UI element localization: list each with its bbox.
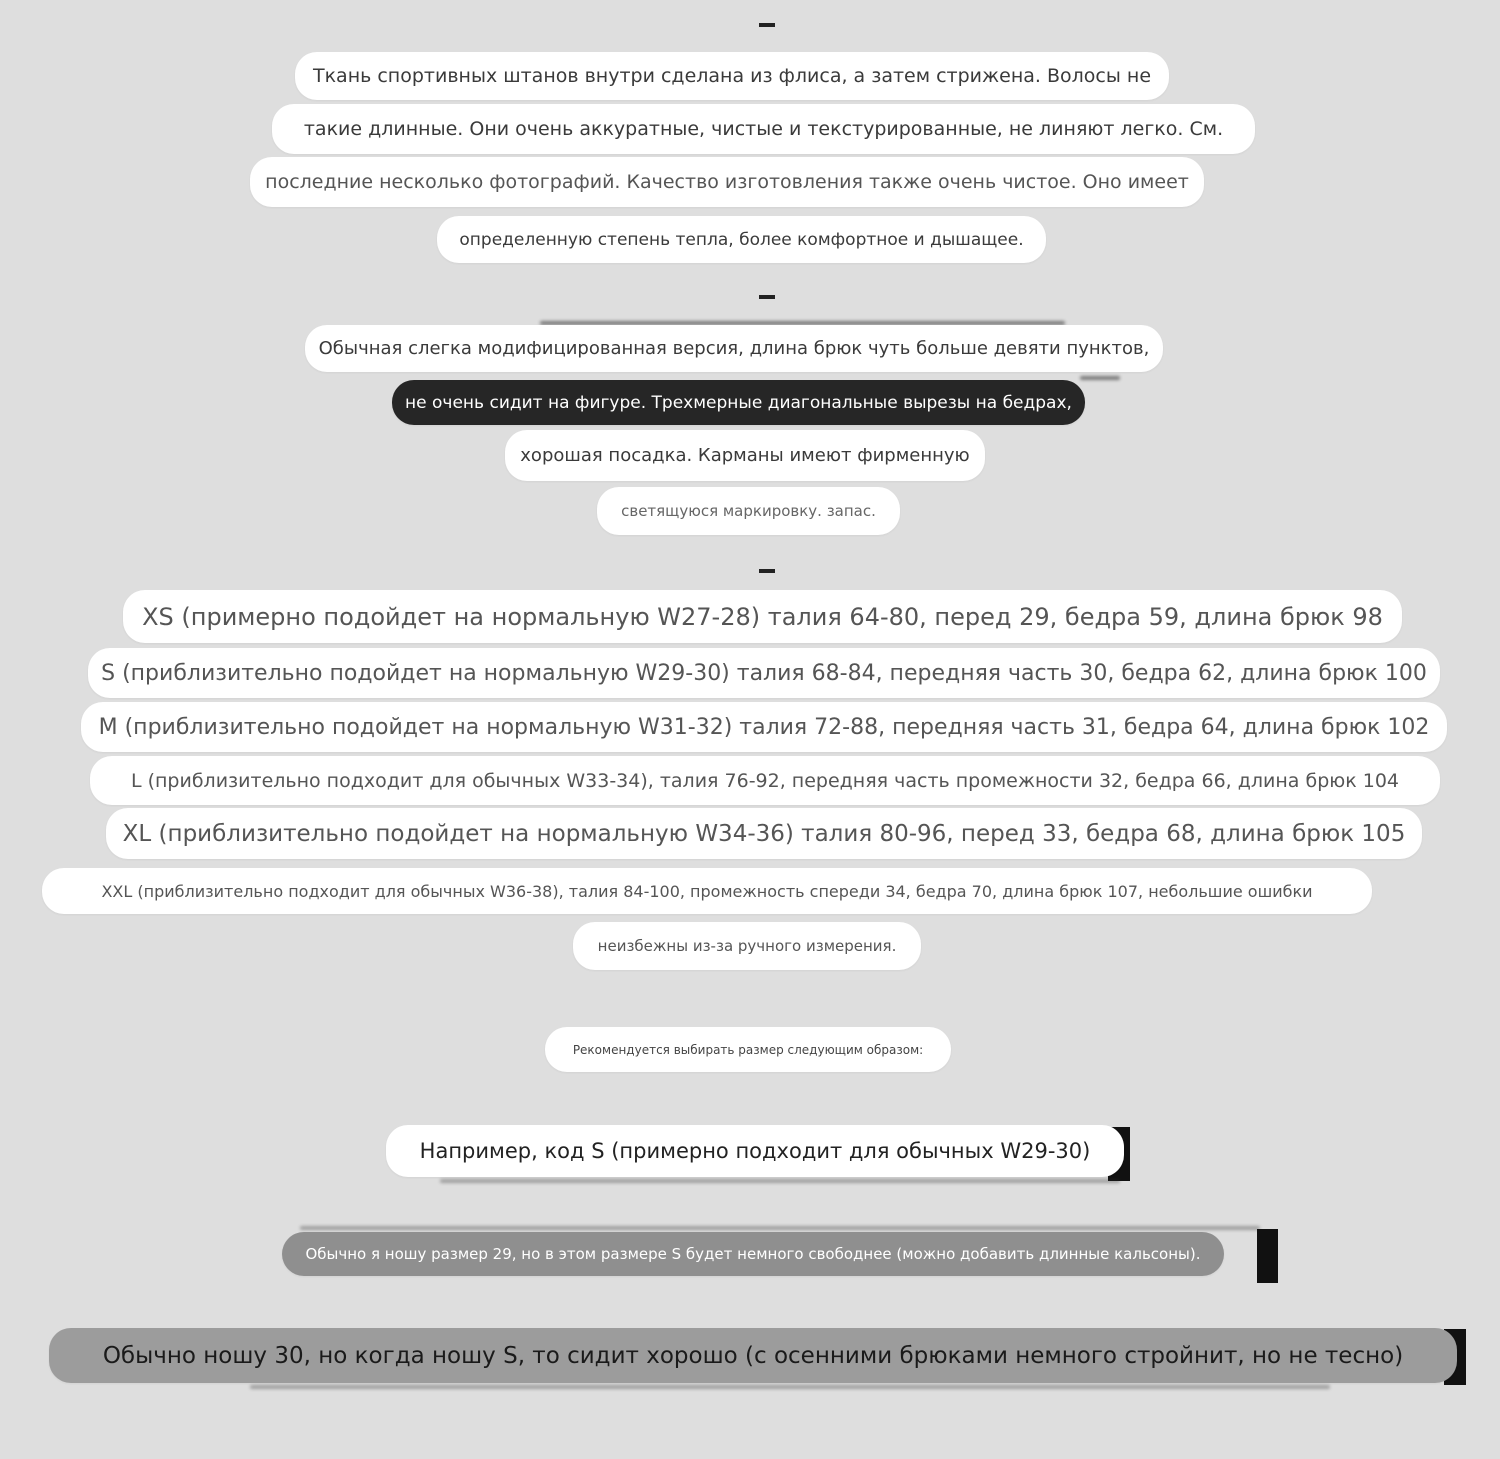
caption-line: Ткань спортивных штанов внутри сделана из флиса, а затем стрижена. Волосы не [295,52,1169,100]
separator-dash [759,23,775,27]
separator-dash [759,295,775,299]
recommend-note-2: Обычно ношу 30, но когда ношу S, то сидит хорошо (с осенними брюками немного стройнит, но не тесно) [49,1328,1457,1383]
caption-line: такие длинные. Они очень аккуратные, чистые и текстурированные, не линяют легко. См. [272,104,1255,154]
recommend-note-1: Обычно я ношу размер 29, но в этом размере S будет немного свободнее (можно добавить длинные кальсоны). [282,1232,1224,1276]
caption-line: определенную степень тепла, более комфортное и дышащее. [437,216,1046,263]
size-line-s: S (приблизительно подойдет на нормальную W29-30) талия 68-84, передняя часть 30, бедра 62, длина брюк 100 [88,648,1440,698]
size-line-xl: XL (приблизительно подойдет на нормальную W34-36) талия 80-96, перед 33, бедра 68, длина брюк 105 [106,808,1422,859]
size-line-xxl: XXL (приблизительно подходит для обычных W36-38), талия 84-100, промежность спереди 34, бедра 70, длина брюк 107, небольшие ошибки [42,868,1372,914]
caption-line: светящуюся маркировку. запас. [597,487,900,535]
size-note: неизбежны из-за ручного измерения. [573,922,921,970]
caption-line: хорошая посадка. Карманы имеют фирменную [505,430,985,481]
caption-line: Обычная слегка модифицированная версия, длина брюк чуть больше девяти пунктов, [305,325,1163,372]
recommend-example: Например, код S (примерно подходит для обычных W29-30) [386,1125,1124,1177]
size-line-m: M (приблизительно подойдет на нормальную W31-32) талия 72-88, передняя часть 31, бедра 64, длина брюк 102 [81,702,1447,752]
caption-line-highlighted: не очень сидит на фигуре. Трехмерные диагональные вырезы на бедрах, [392,380,1085,425]
size-line-xs: XS (примерно подойдет на нормальную W27-28) талия 64-80, перед 29, бедра 59, длина брюк 98 [123,590,1402,643]
recommend-heading: Рекомендуется выбирать размер следующим образом: [545,1027,951,1072]
size-line-l: L (приблизительно подходит для обычных W33-34), талия 76-92, передняя часть промежности 32, бедра 66, длина брюк 104 [90,756,1440,805]
caption-line: последние несколько фотографий. Качество изготовления также очень чистое. Оно имеет [250,157,1204,207]
separator-dash [759,569,775,573]
